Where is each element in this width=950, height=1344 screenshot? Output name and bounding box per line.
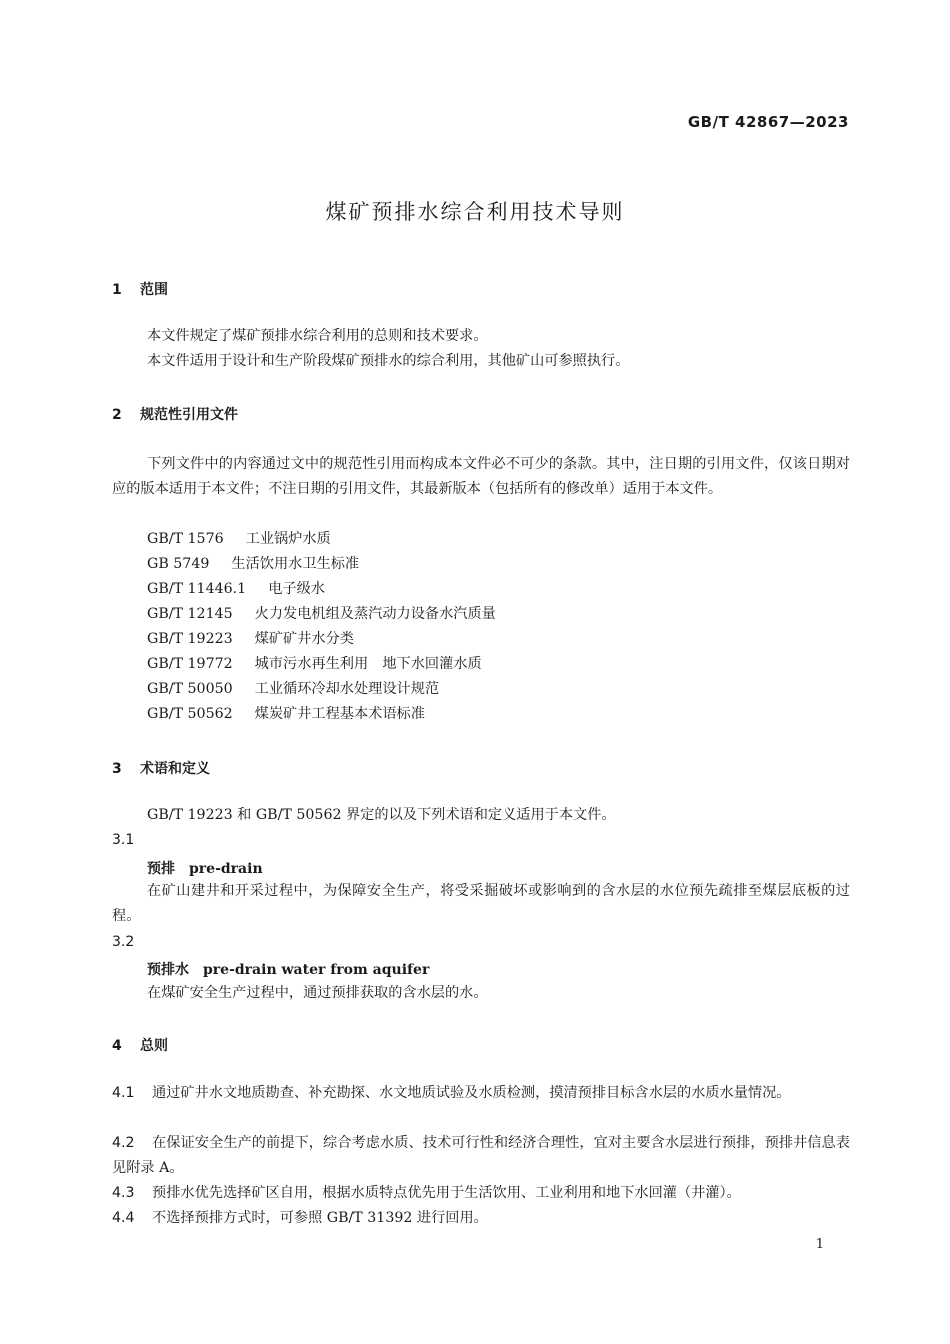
clause-number: 4.2: [112, 1135, 135, 1151]
clause-text: 通过矿井水文地质勘查、补充勘探、水文地质试验及水质检测，摸清预排目标含水层的水质水量情况。: [152, 1085, 791, 1101]
reference-item: [147, 652, 482, 677]
document-title: 煤矿预排水综合利用技术导则: [325, 200, 625, 224]
reference-name: 工业循环冷却水处理设计规范: [254, 681, 440, 697]
reference-name: 生活饮用水卫生标准: [231, 556, 360, 572]
reference-item: [147, 527, 331, 552]
section-number: 1: [112, 282, 122, 298]
clause-text: 不选择预排方式时，可参照 GB/T 31392 进行回用。: [152, 1210, 488, 1226]
reference-code: GB/T 19223: [147, 631, 233, 647]
clause-text: 预排水优先选择矿区自用，根据水质特点优先用于生活饮用、工业利用和地下水回灌（井灌）。: [152, 1185, 741, 1201]
reference-name: 电子级水: [268, 581, 325, 597]
clause-number: 4.4: [112, 1210, 135, 1226]
reference-item: [147, 677, 439, 702]
clause-text: 在保证安全生产的前提下，综合考虑水质、技术可行性和经济合理性，宜对主要含水层进行预排，预排井信息表见附录 A。: [112, 1135, 850, 1176]
reference-code: GB/T 50050: [147, 681, 233, 697]
reference-name: 工业锅炉水质: [245, 531, 331, 547]
reference-item: [147, 602, 496, 627]
reference-code: GB/T 12145: [147, 606, 233, 622]
clause: [112, 1131, 850, 1181]
reference-code: GB 5749: [147, 556, 210, 572]
section-number: 4: [112, 1038, 122, 1054]
standard-code: GB/T 42867—2023: [687, 113, 849, 131]
paragraph: GB/T 19223 和 GB/T 50562 界定的以及下列术语和定义适用于本文件。: [147, 807, 616, 823]
reference-name: 煤炭矿井工程基本术语标准: [254, 706, 425, 722]
reference-item: [147, 627, 354, 652]
clause-number: 4.1: [112, 1085, 135, 1101]
term-chinese: 预排水: [147, 962, 189, 978]
section-title: 术语和定义: [140, 761, 210, 777]
term-english: pre-drain water from aquifer: [203, 962, 430, 978]
term-definition: 在煤矿安全生产过程中，通过预排获取的含水层的水。: [147, 985, 488, 1001]
clause: [112, 1181, 850, 1206]
reference-code: GB/T 50562: [147, 706, 233, 722]
section-title: 总则: [140, 1038, 168, 1054]
section-1-heading: [112, 279, 168, 299]
term-english: pre-drain: [189, 861, 263, 877]
reference-item: [147, 552, 359, 577]
clause: [112, 1081, 850, 1106]
section-4-heading: [112, 1035, 168, 1055]
reference-item: [147, 702, 425, 727]
section-title: 范围: [140, 282, 168, 298]
section-2-heading: [112, 404, 238, 424]
section-number: 2: [112, 407, 122, 423]
reference-name: 煤矿矿井水分类: [254, 631, 354, 647]
reference-name: 火力发电机组及蒸汽动力设备水汽质量: [254, 606, 496, 622]
reference-code: GB/T 1576: [147, 531, 224, 547]
clause: [112, 1206, 850, 1231]
term-chinese: 预排: [147, 861, 175, 877]
section-3-heading: [112, 758, 210, 778]
paragraph: 下列文件中的内容通过文中的规范性引用而构成本文件必不可少的条款。其中，注日期的引用文件，仅该日期对应的版本适用于本文件；不注日期的引用文件，其最新版本（包括所有的修改单）适用于本文件。: [112, 456, 850, 497]
clause-number: 4.3: [112, 1185, 135, 1201]
term-definition: 在矿山建井和开采过程中，为保障安全生产，将受采掘破坏或影响到的含水层的水位预先疏排至煤层底板的过程。: [112, 883, 850, 924]
paragraph: 本文件规定了煤矿预排水综合利用的总则和技术要求。: [147, 328, 488, 344]
reference-code: GB/T 11446.1: [147, 581, 247, 597]
reference-name: 城市污水再生利用 地下水回灌水质: [254, 656, 482, 672]
paragraph: 本文件适用于设计和生产阶段煤矿预排水的综合利用，其他矿山可参照执行。: [147, 353, 630, 369]
reference-item: [147, 577, 325, 602]
section-title: 规范性引用文件: [140, 407, 238, 423]
term-heading: [147, 959, 429, 979]
term-number: 3.1: [112, 832, 135, 848]
reference-code: GB/T 19772: [147, 656, 233, 672]
section-number: 3: [112, 761, 122, 777]
term-heading: [147, 858, 263, 878]
page-number: 1: [815, 1237, 824, 1252]
term-number: 3.2: [112, 934, 135, 950]
